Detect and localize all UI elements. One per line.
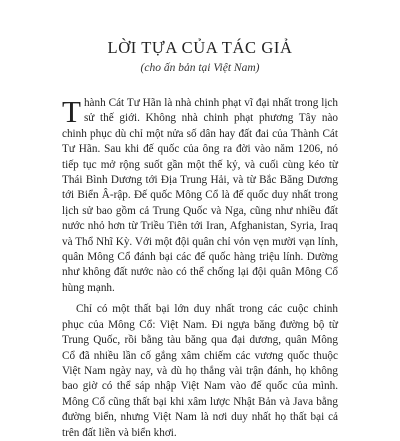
paragraph-1-text: hành Cát Tư Hãn là nhà chinh phạt vĩ đại nhất trong lịch sử thế giới. Không nhà chinh phạt phương Tây nào chinh phục dù chỉ một nửa số dân hay đất đai của Thành Cát Tư Hãn. Sau khi đế quốc của ông ra đời vào năm 1206, nó tiếp tục mở rộng suốt gần một thế kỷ, và cuối cùng kéo từ Thái Bình Dương tới Địa Trung Hải, và từ Bắc Băng Dương tới Biển Â-rập. Đế quốc Mông Cổ là đế quốc duy nhất trong lịch sử bao gồm cả Trung Quốc và Nga, cũng như nhiều đất nước nhỏ hơn từ Triều Tiên tới Iran, Afghanistan, Syria, Iraq và Thổ Nhĩ Kỳ. Với một đội quân chỉ vỏn vẹn mười vạn lính, quân Mông Cổ đánh bại các đế quốc hàng triệu lính. Dường như không đất nước nào có thể chống lại đội quân Mông Cổ hùng mạnh. — [62, 97, 338, 294]
drop-cap-letter: T — [62, 94, 81, 129]
body-text — [62, 96, 338, 441]
paragraph-1 — [62, 96, 338, 296]
page-title: LỜI TỰA CỦA TÁC GIẢ — [107, 38, 293, 57]
paragraph-2: Chỉ có một thất bại lớn duy nhất trong các cuộc chinh phục của Mông Cổ: Việt Nam. Đi ngựa băng đường bộ từ Trung Quốc, rồi bằng tàu băng qua đại dương, quân Mông Cổ đã nhiều lần cố gắng xâm chiếm các vương quốc thuộc Việt Nam ngày nay, và dù họ thắng vài trận đánh, họ không bao giờ có thể sáp nhập Việt Nam vào đế quốc của mình. Mông Cổ cũng thất bại khi xâm lược Nhật Bản và Java bằng đường biển, nhưng Việt Nam là nơi duy nhất họ thất bại cả trên đất liền và biển khơi. — [62, 303, 338, 439]
page-subtitle: (cho ấn bản tại Việt Nam) — [140, 62, 260, 74]
